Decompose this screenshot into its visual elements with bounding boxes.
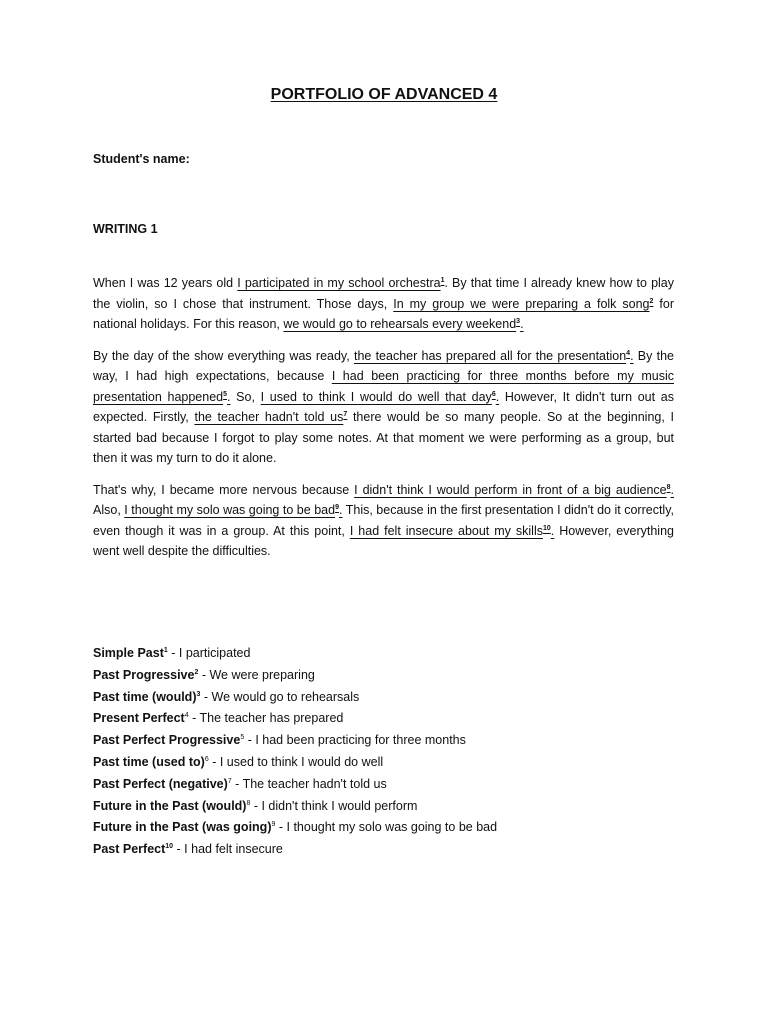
grammar-example: - I had felt insecure xyxy=(173,842,283,857)
footnote-marker: 9 xyxy=(335,504,339,511)
footnote-marker: 4 xyxy=(184,712,189,720)
underlined-phrase: . xyxy=(630,348,634,363)
grammar-item xyxy=(93,817,497,839)
grammar-item xyxy=(93,643,497,665)
grammar-item xyxy=(93,796,497,818)
essay-paragraph xyxy=(93,480,674,562)
student-name-label: Student's name: xyxy=(93,152,190,166)
underlined-phrase: In my group we were preparing a folk song xyxy=(393,296,650,311)
underlined-phrase: I used to think I would do well that day xyxy=(260,389,492,404)
grammar-example: - I thought my solo was going to be bad xyxy=(275,820,498,835)
grammar-item xyxy=(93,687,497,709)
underlined-phrase: we would go to rehearsals every weekend xyxy=(283,317,517,331)
text-run: there would be so many people. So at the beginning, I started bad because I forgot to play some notes. At that moment we were performing as a group, but then it was my turn to do it alone. xyxy=(93,410,674,465)
underlined-phrase: the teacher hadn't told us xyxy=(194,410,344,424)
footnote-marker: 5 xyxy=(240,734,245,742)
grammar-item xyxy=(93,752,497,774)
footnote-marker: 10 xyxy=(542,524,551,532)
text-run: By the day of the show everything was ready, xyxy=(93,348,354,363)
grammar-term: Past Perfect xyxy=(93,842,166,857)
footnote-marker: 5 xyxy=(223,390,228,398)
underlined-phrase: I thought my solo was going to be bad xyxy=(124,503,336,517)
text-run: for national holidays. For this reason, xyxy=(93,296,674,331)
grammar-term: Future in the Past (would) xyxy=(93,798,247,813)
grammar-list xyxy=(93,643,497,861)
text-run: By the way, I had high expectations, because xyxy=(93,348,675,383)
document-title: PORTFOLIO OF ADVANCED 4 xyxy=(270,86,498,103)
grammar-example: - We would go to rehearsals xyxy=(200,689,360,704)
footnote-marker: 7 xyxy=(343,411,348,418)
footnote-marker: 2 xyxy=(649,297,654,305)
footnote-marker: 2 xyxy=(194,668,199,676)
grammar-term: Simple Past xyxy=(93,646,164,660)
text-run: . By that time I already knew how to play the violin, so I chose that instrument. Those days, xyxy=(93,276,675,311)
grammar-item xyxy=(93,708,497,730)
underlined-phrase: . xyxy=(495,389,500,404)
underlined-phrase: . xyxy=(670,482,674,497)
text-run: However, everything went well despite the difficulties. xyxy=(93,523,674,558)
underlined-phrase: I participated in my school orchestra xyxy=(237,276,441,290)
footnote-marker: 7 xyxy=(227,777,232,785)
grammar-item xyxy=(93,730,497,752)
footnote-marker: 1 xyxy=(163,647,168,654)
underlined-phrase: I had felt insecure about my skills xyxy=(349,523,543,538)
grammar-example: - We were preparing xyxy=(198,667,315,682)
text-run: Also, xyxy=(93,503,125,517)
footnote-marker: 3 xyxy=(516,318,521,325)
text-run: When I was 12 years old xyxy=(93,276,238,290)
section-heading: WRITING 1 xyxy=(93,222,158,236)
underlined-phrase: . xyxy=(520,317,524,331)
grammar-item xyxy=(93,839,497,861)
underlined-phrase: . xyxy=(550,523,555,538)
footnote-marker: 1 xyxy=(440,277,445,284)
grammar-example: - I participated xyxy=(167,646,251,660)
footnote-marker: 8 xyxy=(246,799,251,807)
essay-paragraph xyxy=(93,273,674,335)
underlined-phrase: the teacher has prepared all for the presentation xyxy=(353,348,627,363)
text-run: This, because in the first presentation I didn't do it correctly, even though it was in a group. At this point, xyxy=(93,503,674,538)
underlined-phrase: I had been practicing for three months before my music presentation happened xyxy=(93,369,674,404)
footnote-marker: 8 xyxy=(666,483,671,491)
grammar-term: Past Perfect Progressive xyxy=(93,733,241,748)
footnote-marker: 3 xyxy=(196,690,201,698)
text-run: That's why, I became more nervous because xyxy=(93,482,355,497)
grammar-term: Past time (would) xyxy=(93,689,197,704)
footnote-marker: 4 xyxy=(626,349,631,357)
grammar-term: Present Perfect xyxy=(93,711,185,726)
footnote-marker: 6 xyxy=(491,390,496,398)
grammar-term: Past Perfect (negative) xyxy=(93,776,228,791)
essay-paragraph xyxy=(93,346,674,469)
text-run: So, xyxy=(230,389,261,404)
grammar-example: - The teacher hadn't told us xyxy=(231,776,387,791)
text-run: However, It didn't turn out as expected. Firstly, xyxy=(93,389,674,424)
grammar-term: Past Progressive xyxy=(93,667,195,682)
essay-body xyxy=(93,273,674,573)
footnote-marker: 6 xyxy=(204,755,209,763)
grammar-item xyxy=(93,665,497,687)
grammar-term: Future in the Past (was going) xyxy=(93,820,272,835)
grammar-example: - I used to think I would do well xyxy=(208,754,384,769)
footnote-marker: 9 xyxy=(271,821,276,829)
grammar-item xyxy=(93,774,497,796)
grammar-example: - The teacher has prepared xyxy=(188,711,344,726)
underlined-phrase: . xyxy=(338,503,343,517)
grammar-example: - I didn't think I would perform xyxy=(250,798,418,813)
footnote-marker: 10 xyxy=(165,843,174,851)
underlined-phrase: . xyxy=(227,389,231,404)
grammar-term: Past time (used to) xyxy=(93,754,205,769)
grammar-example: - I had been practicing for three months xyxy=(244,733,466,748)
underlined-phrase: I didn't think I would perform in front of a big audience xyxy=(354,482,667,497)
